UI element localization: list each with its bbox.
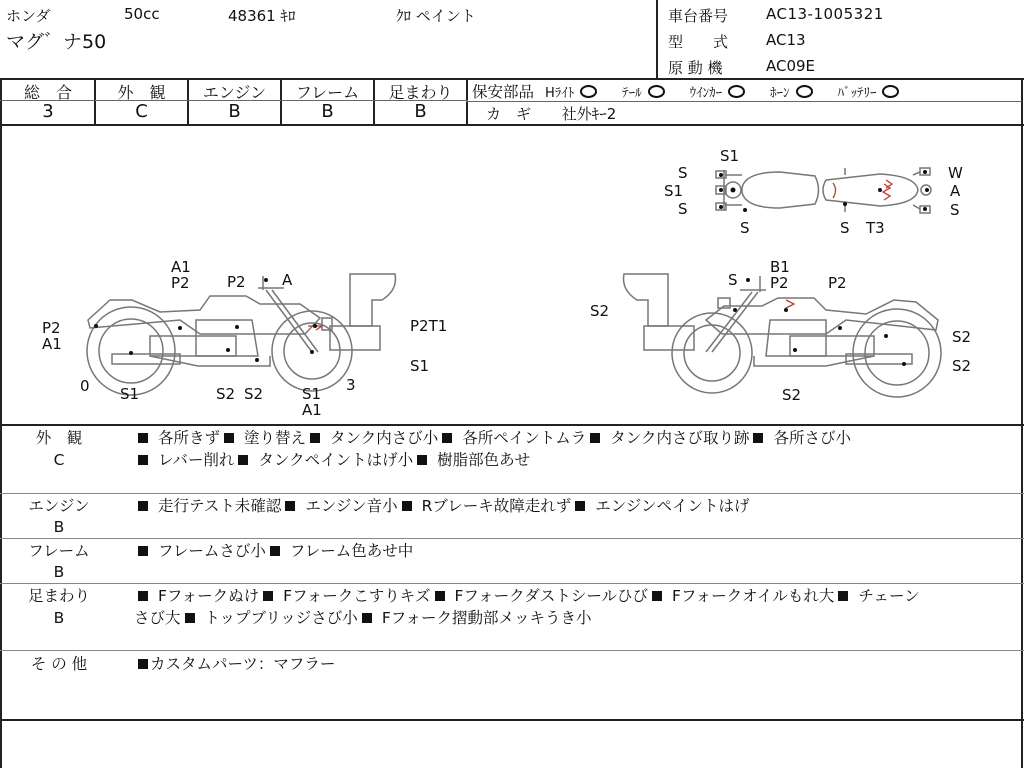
diagram-label: S1 (664, 182, 684, 200)
note-item: 走行テスト未確認 (158, 497, 282, 515)
engine-model-label: 原 動 機 (668, 59, 723, 77)
section-notes (134, 427, 851, 471)
diagram-label: P2 (42, 319, 61, 337)
grade-label: 外 観 (117, 83, 166, 102)
safety-item-tail (622, 86, 665, 101)
safety-label: 保安部品 (472, 83, 535, 101)
note-item: タンクペイントはげ小 (258, 451, 414, 469)
note-item: Fフォークこすりキズ (283, 587, 431, 605)
diagram-label: A1 (302, 401, 322, 419)
displacement: 50cc (124, 5, 160, 23)
diagram-label: B1 (770, 258, 790, 276)
note-item: Fフォークオイルもれ大 (672, 587, 835, 605)
frame-number: AC13-1005321 (766, 5, 884, 23)
bullet-square-icon (185, 613, 195, 623)
note-item: カスタムパーツ：マフラー (150, 655, 336, 673)
note-item: 樹脂部色あせ (437, 451, 531, 469)
note-item: 各所ペイントムラ (462, 429, 587, 447)
diagram-label: A (950, 182, 961, 200)
diagram-label: P2 (171, 274, 190, 292)
diagram-label: A1 (171, 258, 191, 276)
safety-item-name: ﾊﾞｯﾃﾘｰ (837, 86, 877, 101)
notes-line (134, 607, 920, 629)
section-grade: B (53, 518, 65, 536)
note-item: レバー削れ (158, 451, 235, 469)
bullet-square-icon (263, 591, 273, 601)
bullet-square-icon (362, 613, 372, 623)
note-item: Fフォーク摺動部メッキうき小 (381, 609, 592, 627)
bullet-square-icon (435, 591, 445, 601)
section-notes (134, 585, 920, 629)
diagram-label: S2 (952, 357, 972, 375)
diagram-label: S2 (244, 385, 264, 403)
rule (0, 719, 1024, 721)
right-view-bike (624, 274, 941, 397)
bullet-square-icon (590, 433, 600, 443)
section-notes (134, 540, 413, 562)
bullet-square-icon (310, 433, 320, 443)
diagram-label: A (282, 271, 293, 289)
note-item: Fフォークぬけ (158, 587, 260, 605)
model-name: マグ゛ナ50 (6, 31, 107, 53)
frame-number-label: 車台番号 (668, 7, 729, 25)
top-view-bike (716, 168, 931, 213)
note-item: タンク内さび小 (330, 429, 439, 447)
diagram-label: S1 (120, 385, 140, 403)
section-label: エンジン (28, 497, 90, 515)
note-item: フレームさび小 (158, 542, 266, 560)
note-item: Fフォークダストシールひび (454, 587, 649, 605)
diagram-label: S (678, 200, 688, 218)
note-item: 各所きず (158, 429, 221, 447)
note-item: 各所さび小 (773, 429, 851, 447)
bullet-square-icon (224, 433, 234, 443)
diagram-label: S2 (782, 386, 802, 404)
safety-item-horn (770, 86, 813, 101)
diagram-label: P2 (828, 274, 847, 292)
diagram-label: S (740, 219, 750, 237)
note-item: フレーム色あせ中 (289, 542, 414, 560)
key-label: カ ギ (486, 105, 532, 123)
engine-model: AC09E (766, 57, 816, 75)
diagram-label: S (950, 201, 960, 219)
ok-circle-icon (728, 85, 745, 98)
maker: ホンダ (6, 7, 51, 25)
diagram-label: S1 (410, 357, 430, 375)
section-grade: C (53, 451, 65, 469)
type-value: AC13 (766, 31, 806, 49)
note-item: トップブリッジさび小 (204, 609, 358, 627)
safety-item-headlight (545, 86, 597, 101)
section-notes (134, 653, 335, 675)
bullet-square-icon (238, 455, 248, 465)
diagram-label: A1 (42, 335, 62, 353)
note-item: Rブレーキ故障走れず (421, 497, 572, 515)
bullet-square-icon (138, 455, 148, 465)
diagram-label: T3 (866, 219, 885, 237)
bullet-square-icon (402, 501, 412, 511)
bullet-square-icon (838, 591, 848, 601)
rule (0, 493, 1024, 494)
notes-line (134, 449, 851, 471)
diagram-label: S1 (720, 147, 740, 165)
note-item: さび大 (134, 609, 181, 627)
grade-label: 総 合 (23, 83, 72, 102)
ok-circle-icon (796, 85, 813, 98)
section-label: そ の 他 (30, 655, 88, 673)
diagram-label: 3 (346, 376, 356, 394)
grade-value: B (414, 101, 427, 122)
safety-parts-row (472, 80, 899, 102)
header-divider (656, 0, 658, 78)
grade-label: エンジン (202, 83, 267, 102)
bullet-square-icon (270, 546, 280, 556)
section-grade: B (53, 563, 65, 581)
diagram-label: P2 (770, 274, 789, 292)
section-label: 足まわり (27, 587, 90, 605)
mileage: 48361 ｷﾛ (228, 7, 296, 25)
section-label: 外 観 (35, 429, 83, 447)
diagram-label: P2T1 (410, 317, 448, 335)
section-grade: B (53, 609, 65, 627)
note-item: エンジン音小 (305, 497, 398, 515)
safety-item-name: ﾎｰﾝ (770, 86, 790, 101)
safety-item-winker (690, 86, 746, 101)
ok-circle-icon (580, 85, 597, 98)
diagram-label: S2 (952, 328, 972, 346)
color: ｸﾛ ペイント (396, 7, 476, 25)
note-item: チェーン (858, 587, 920, 605)
notes-line (134, 495, 750, 517)
notes-line (134, 540, 413, 562)
safety-item-name: Hﾗｲﾄ (544, 86, 575, 101)
grade-value: 3 (42, 101, 54, 122)
diagram-label: W (948, 164, 963, 182)
bullet-square-icon (138, 659, 148, 669)
ok-circle-icon (648, 85, 665, 98)
type-label: 型 式 (668, 33, 729, 51)
key-row (486, 103, 616, 124)
notes-line (134, 427, 851, 449)
diagram-label: S (728, 271, 738, 289)
damage-diagram (0, 126, 1024, 424)
rule (0, 538, 1024, 539)
grade-label: フレーム (295, 83, 360, 102)
note-item: タンク内さび取り跡 (610, 429, 750, 447)
diagram-label: S1 (302, 385, 322, 403)
bullet-square-icon (753, 433, 763, 443)
note-item: エンジンペイントはげ (595, 497, 750, 515)
bullet-square-icon (575, 501, 585, 511)
key-value: 社外ｷｰ2 (561, 105, 617, 123)
section-notes (134, 495, 750, 517)
bullet-square-icon (138, 501, 148, 511)
diagram-label: P2 (227, 273, 246, 291)
bullet-square-icon (138, 591, 148, 601)
safety-item-battery (837, 86, 899, 101)
notes-line (134, 585, 920, 607)
grade-value: C (135, 101, 148, 122)
safety-item-name: ﾃｰﾙ (622, 86, 642, 101)
bullet-square-icon (138, 433, 148, 443)
diagram-label: S (678, 164, 688, 182)
rule (0, 650, 1024, 651)
note-item: 塗り替え (244, 429, 307, 447)
rule (0, 424, 1024, 426)
rule (466, 78, 468, 126)
grade-value: B (321, 101, 334, 122)
bullet-square-icon (285, 501, 295, 511)
diagram-label: S2 (216, 385, 236, 403)
ok-circle-icon (882, 85, 899, 98)
bullet-square-icon (442, 433, 452, 443)
diagram-label: S (840, 219, 850, 237)
safety-item-name: ｳｲﾝｶｰ (689, 86, 723, 101)
grade-label: 足まわり (388, 83, 453, 102)
notes-line (134, 653, 335, 675)
bullet-square-icon (417, 455, 427, 465)
diagram-label: S2 (590, 302, 610, 320)
bullet-square-icon (138, 546, 148, 556)
grade-value: B (228, 101, 241, 122)
rule (0, 583, 1024, 584)
diagram-label: 0 (80, 377, 90, 395)
section-label: フレーム (28, 542, 90, 560)
bullet-square-icon (652, 591, 662, 601)
